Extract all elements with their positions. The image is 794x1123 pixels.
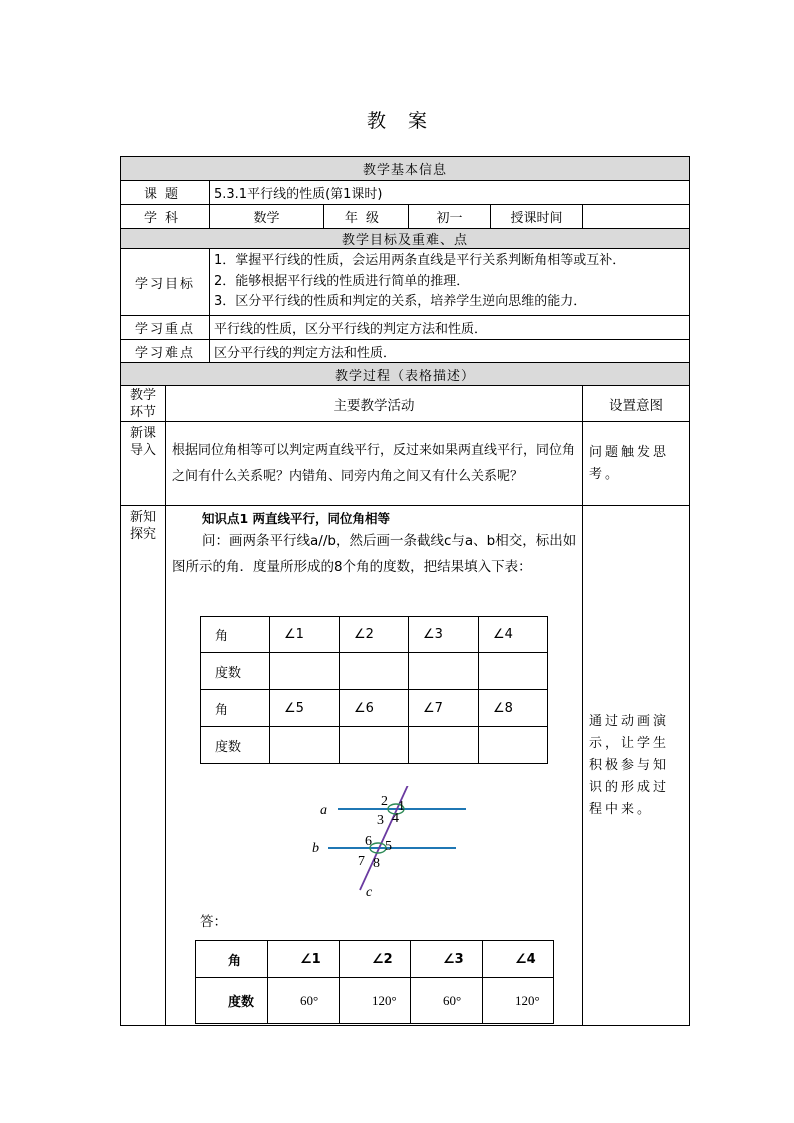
- intro-intent: 问题触发思考。: [583, 422, 690, 506]
- grade-value: 初一: [409, 205, 491, 229]
- angle-label-5: 5: [385, 839, 392, 854]
- goal-item: 2．能够根据平行线的性质进行简单的推理．: [214, 273, 470, 289]
- table-cell: ∠3: [409, 617, 479, 653]
- table-cell: 角: [201, 617, 270, 653]
- goals-label: 学习目标: [121, 249, 210, 316]
- question-text: 问：画两条平行线a//b，然后画一条截线c与a、b相交，标出如图所示的角．度量所形成的8个角的度数，把结果填入下表：: [172, 533, 577, 575]
- table-cell: 角: [201, 690, 270, 727]
- grade-label: 年级: [324, 205, 409, 229]
- angle-degree-table: [200, 616, 548, 764]
- table-cell: ∠7: [409, 690, 479, 727]
- answer-label: 答：: [200, 914, 227, 930]
- difficulty-value: 区分平行线的判定方法和性质．: [210, 340, 690, 363]
- goal-item: 3．区分平行线的性质和判定的关系，培养学生逆向思维的能力．: [214, 294, 587, 310]
- table-cell: ∠8: [479, 690, 548, 727]
- time-label: 授课时间: [491, 205, 583, 229]
- table-cell: [270, 727, 340, 764]
- document-title: 教案: [366, 110, 449, 132]
- table-cell: 度数: [201, 653, 270, 690]
- answer-cell: 角: [196, 941, 268, 978]
- answer-cell: 度数: [196, 978, 268, 1024]
- goals-band: 教学目标及重难、点: [121, 229, 690, 249]
- parallel-lines-figure: [310, 786, 480, 906]
- answer-cell: 120°: [340, 978, 411, 1024]
- col-stage-header: 教学环节: [121, 386, 166, 422]
- topic-label: 课题: [121, 181, 210, 205]
- table-cell: 度数: [201, 727, 270, 764]
- goals-list: [210, 249, 690, 316]
- explore-activity: [166, 506, 583, 1026]
- angle-label-6: 6: [365, 834, 372, 849]
- line-a-label: a: [320, 803, 327, 818]
- topic-value: 5.3.1平行线的性质(第1课时): [210, 181, 690, 205]
- intro-activity: 根据同位角相等可以判定两直线平行，反过来如果两直线平行，同位角之间有什么关系呢？内错角、同旁内角之间又有什么关系呢？: [166, 422, 583, 506]
- col-intent-header: 设置意图: [583, 386, 690, 422]
- angle-label-1: 1: [398, 799, 405, 814]
- angle-label-4: 4: [392, 811, 399, 826]
- table-cell: ∠2: [340, 617, 409, 653]
- table-cell: ∠6: [340, 690, 409, 727]
- line-c-label: c: [366, 885, 373, 900]
- answer-cell: ∠1: [268, 941, 340, 978]
- angle-label-7: 7: [358, 854, 365, 869]
- knowledge-point-title: 知识点1 两直线平行，同位角相等: [202, 511, 391, 526]
- table-cell: [340, 653, 409, 690]
- subject-value: 数学: [210, 205, 324, 229]
- table-cell: ∠4: [479, 617, 548, 653]
- table-cell: [270, 653, 340, 690]
- table-cell: [409, 727, 479, 764]
- answer-cell: ∠3: [411, 941, 483, 978]
- explore-stage: 新知探究: [121, 506, 166, 1026]
- angle-label-8: 8: [373, 856, 380, 871]
- lesson-plan-table: [120, 156, 690, 1026]
- key-point-label: 学习重点: [121, 316, 210, 340]
- line-b-label: b: [312, 841, 319, 856]
- answer-cell: 120°: [483, 978, 554, 1024]
- table-cell: [340, 727, 409, 764]
- answer-cell: 60°: [268, 978, 340, 1024]
- basic-info-band: 教学基本信息: [121, 157, 690, 181]
- explore-intent: 通过动画演示，让学生积极参与知识的形成过程中来。: [583, 506, 690, 1026]
- time-value: [583, 205, 690, 229]
- col-activity-header: 主要教学活动: [166, 386, 583, 422]
- answer-cell: ∠4: [483, 941, 554, 978]
- answer-table: [195, 940, 554, 1024]
- table-cell: ∠1: [270, 617, 340, 653]
- angle-label-2: 2: [381, 794, 388, 809]
- answer-cell: ∠2: [340, 941, 411, 978]
- angle-label-3: 3: [377, 813, 384, 828]
- goal-item: 1．掌握平行线的性质，会运用两条直线是平行关系判断角相等或互补．: [214, 253, 626, 269]
- key-point-value: 平行线的性质，区分平行线的判定方法和性质．: [210, 316, 690, 340]
- intro-stage: 新课导入: [121, 422, 166, 506]
- table-cell: [479, 653, 548, 690]
- difficulty-label: 学习难点: [121, 340, 210, 363]
- table-cell: [409, 653, 479, 690]
- process-band: 教学过程（表格描述）: [121, 363, 690, 386]
- subject-label: 学科: [121, 205, 210, 229]
- table-cell: [479, 727, 548, 764]
- answer-cell: 60°: [411, 978, 483, 1024]
- table-cell: ∠5: [270, 690, 340, 727]
